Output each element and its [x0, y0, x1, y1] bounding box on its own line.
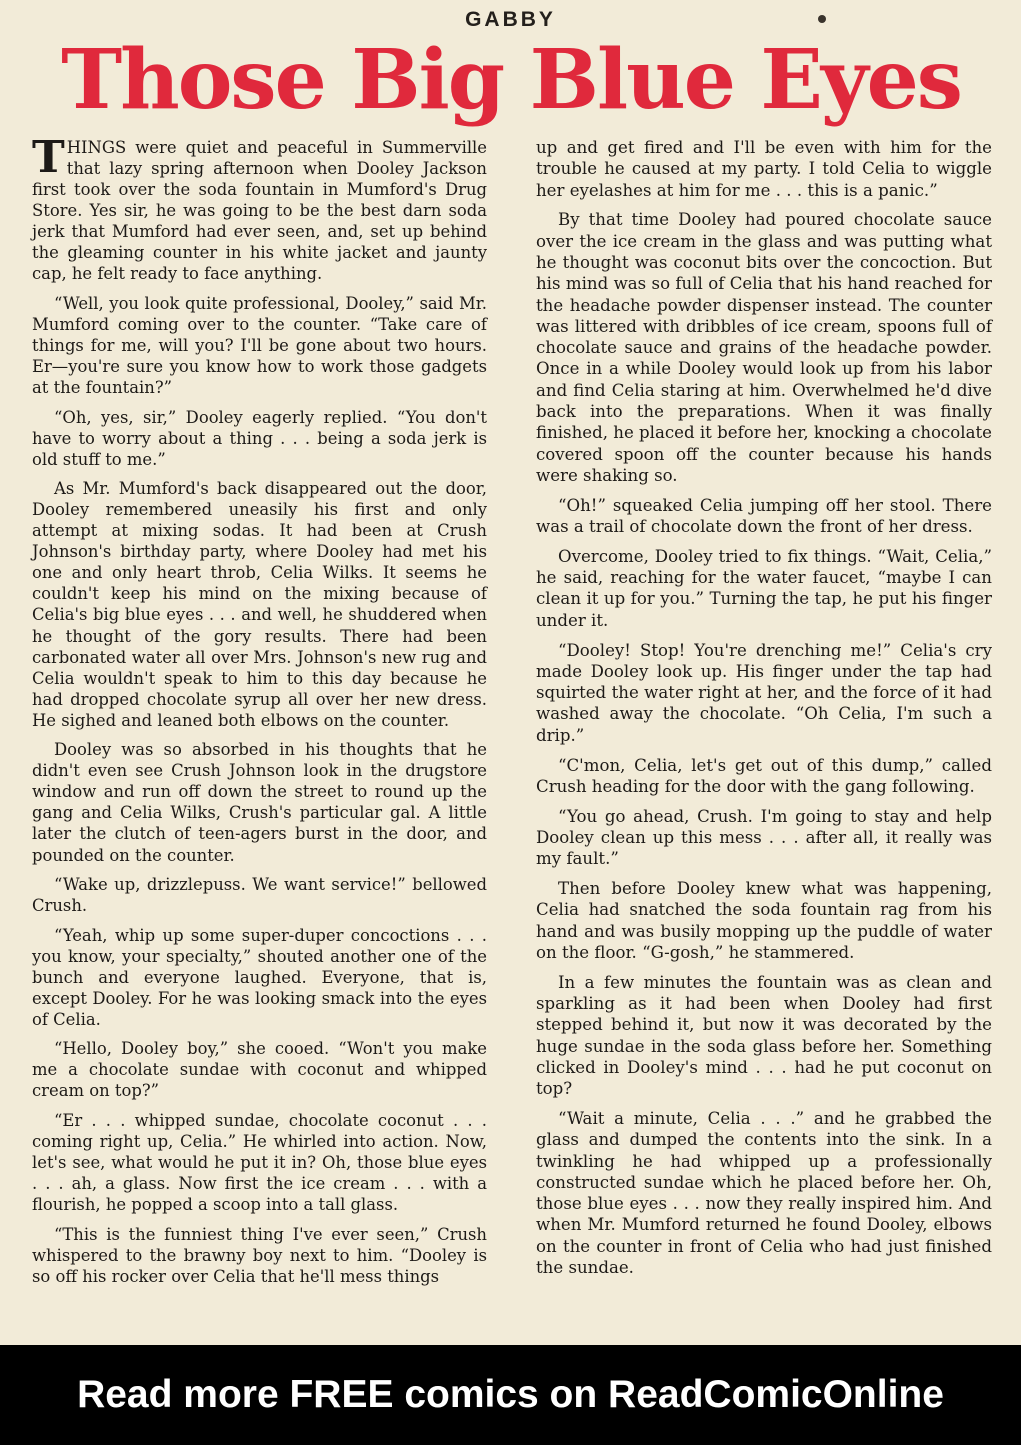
story-paragraph: Dooley was so absorbed in his thoughts that he didn't even see Crush Johnson look in the drugstore window and run off down the street to round up the gang and Celia Wilks, Crush's particular gal. A little later the clutch of teen-agers burst in the door, and pounded on the counter.	[32, 740, 487, 865]
story-paragraph: “C'mon, Celia, let's get out of this dump,” called Crush heading for the door with the gang following.	[536, 755, 992, 796]
story-paragraph: “Er . . . whipped sundae, chocolate coconut . . . coming right up, Celia.” He whirled into action. Now, let's see, what would he put it in? Oh, those blue eyes . . . ah, a glass. Now first the ice cream . . . with a flourish, he popped a scoop into a tall glass.	[32, 1111, 487, 1215]
story-paragraph: “Wait a minute, Celia . . .” and he grabbed the glass and dumped the contents into the sink. In a twinkling he had whipped up a professionally constructed sundae which he placed before her. Oh, those blue eyes . . . now they really inspired him. And when Mr. Mumford returned he found Dooley, elbows on the counter in front of Celia who had just finished the sundae.	[536, 1108, 992, 1278]
story-paragraph: “Oh, yes, sir,” Dooley eagerly replied. “You don't have to worry about a thing . . . being a soda jerk is old stuff to me.”	[32, 407, 487, 469]
story-paragraph: “Well, you look quite professional, Dooley,” said Mr. Mumford coming over to the counter. “Take care of things for me, will you? I'll be gone about two hours. Er—you're sure you know how to work those gadgets at the fountain?”	[32, 293, 487, 398]
story-title: Those Big Blue Eyes	[61, 32, 961, 128]
story-paragraph: Overcome, Dooley tried to fix things. “Wait, Celia,” he said, reaching for the water faucet, “maybe I can clean it up for you.” Turning the tap, he put his finger under it.	[536, 546, 992, 630]
drop-cap: T	[32, 132, 65, 183]
story-column-right	[536, 137, 992, 1287]
story-paragraph: “Oh!” squeaked Celia jumping off her stool. There was a trail of chocolate down the front of her dress.	[536, 495, 992, 537]
promo-banner[interactable]	[0, 1345, 1021, 1445]
story-paragraph: “This is the funniest thing I've ever seen,” Crush whispered to the brawny boy next to him. “Dooley is so off his rocker over Celia that he'll mess things	[32, 1224, 487, 1286]
ink-dot	[818, 15, 826, 23]
story-column-left	[32, 132, 487, 1295]
story-paragraph: In a few minutes the fountain was as clean and sparkling as it had been when Dooley had first stepped behind it, but now it was decorated by the huge sundae in the soda glass before her. Something clicked in Dooley's mind . . . had he put coconut on top?	[536, 972, 992, 1099]
masthead: GABBY	[465, 8, 556, 31]
story-paragraph: up and get fired and I'll be even with him for the trouble he caused at my party. I told Celia to wiggle her eyelashes at him for me . . . this is a panic.”	[536, 138, 992, 200]
story-paragraph: “Wake up, drizzlepuss. We want service!” bellowed Crush.	[32, 875, 487, 916]
story-paragraph: Then before Dooley knew what was happening, Celia had snatched the soda fountain rag from his hand and was busily mopping up the puddle of water on the floor. “G-gosh,” he stammered.	[536, 879, 992, 962]
promo-banner-text[interactable]: Read more FREE comics on ReadComicOnline	[77, 1373, 944, 1416]
story-paragraph: “Yeah, whip up some super-duper concoctions . . . you know, your specialty,” shouted another one of the bunch and everyone laughed. Everyone, that is, except Dooley. For he was looking smack into the eyes of Celia.	[32, 925, 487, 1029]
story-paragraph: By that time Dooley had poured chocolate sauce over the ice cream in the glass and was putting what he thought was coconut bits over the concoction. But his mind was so full of Celia that his hand reached for the headache powder dispenser instead. The counter was littered with dribbles of ice cream, spoons full of chocolate sauce and grains of the headache powder. Once in a while Dooley would look up from his labor and find Celia staring at him. Overwhelmed he'd dive back into the preparations. When it was finally finished, he placed it before her, knocking a chocolate covered spoon off the counter because his hands were shaking so.	[536, 210, 992, 485]
story-paragraph: As Mr. Mumford's back disappeared out the door, Dooley remembered uneasily his first and only attempt at mixing sodas. It had been at Crush Johnson's birthday party, where Dooley had met his one and only heart throb, Celia Wilks. It seems he couldn't keep his mind on the mixing because of Celia's big blue eyes . . . and well, he shuddered when he thought of the gory results. There had been carbonated water all over Mrs. Johnson's new rug and Celia wouldn't speak to him to this day because he had dropped chocolate syrup all over her new dress. He sighed and leaned both elbows on the counter.	[32, 479, 487, 730]
story-paragraph: “Dooley! Stop! You're drenching me!” Celia's cry made Dooley look up. His finger under the tap had squirted the water right at her, and the force of it had washed away the chocolate. “Oh Celia, I'm such a drip.”	[536, 640, 992, 745]
story-paragraph: THINGS were quiet and peaceful in Summerville that lazy spring afternoon when Dooley Jackson first took over the soda fountain in Mumford's Drug Store. Yes sir, he was going to be the best darn soda jerk that Mumford had ever seen, and, set up behind the gleaming counter in his white jacket and jaunty cap, he felt ready to face anything.	[32, 132, 487, 284]
story-paragraph: “You go ahead, Crush. I'm going to stay and help Dooley clean up this mess . . . after all, it really was my fault.”	[536, 806, 992, 869]
story-paragraph: “Hello, Dooley boy,” she cooed. “Won't you make me a chocolate sundae with coconut and whipped cream on top?”	[32, 1039, 487, 1101]
